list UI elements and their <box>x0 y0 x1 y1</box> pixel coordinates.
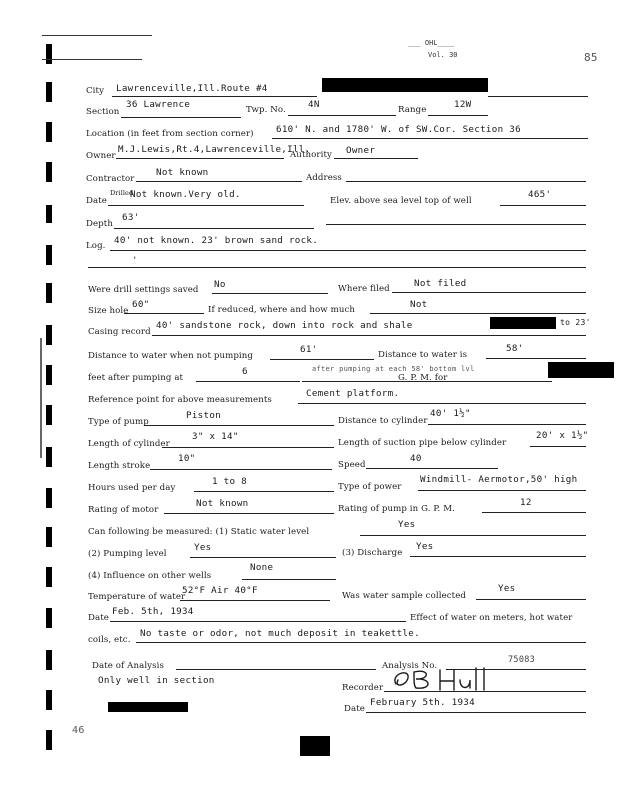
drill-settings-line <box>212 293 328 294</box>
depth-label: Depth <box>86 219 113 229</box>
city-label: City <box>86 86 105 96</box>
cyl-length-line <box>162 447 334 448</box>
date-recorded-line <box>366 712 586 713</box>
hours-value: 1 to 8 <box>212 476 247 487</box>
date-field-label: Date <box>88 613 109 623</box>
authority-line <box>334 158 418 159</box>
section-line <box>121 117 241 118</box>
elev-label: Elev. above sea level top of well <box>330 196 472 206</box>
twp-line <box>288 115 396 116</box>
casing-tail-value: to 23' <box>560 318 591 327</box>
feet-after-line <box>196 381 300 382</box>
log-value-line1: 40' not known. 23' brown sand rock. <box>114 235 319 246</box>
date-drilled-line <box>108 205 304 206</box>
hours-line <box>194 491 334 492</box>
contractor-label: Contractor <box>86 174 135 184</box>
suction-length-label: Length of suction pipe below cylinder <box>338 438 507 448</box>
twp-value: 4N <box>308 99 320 110</box>
size-hole-value: 60" <box>132 299 150 310</box>
dist-cylinder-line <box>428 424 586 425</box>
city-value: Lawrenceville,Ill.Route #4 <box>116 83 268 94</box>
suction-length-line <box>530 446 586 447</box>
scan-edge-mark <box>46 405 52 425</box>
stroke-value: 10" <box>178 453 196 464</box>
static-level-line <box>360 535 586 536</box>
stroke-line <box>150 469 332 470</box>
page-number: 46 <box>72 725 85 736</box>
casing-label: Casing record <box>88 327 151 337</box>
elev-value: 465' <box>528 189 552 200</box>
date-drilled-value: Not known.Very old. <box>130 189 241 200</box>
size-hole-line <box>124 313 204 314</box>
redaction-block <box>548 362 614 378</box>
scan-edge-mark <box>46 527 52 547</box>
scan-edge-mark <box>46 162 52 182</box>
top-rule <box>42 59 142 60</box>
ref-point-value: Cement platform. <box>306 388 400 399</box>
log-value-line2: ' <box>132 255 138 266</box>
suction-length-value: 20' x 1½" <box>536 430 589 441</box>
reduced-line <box>370 313 586 314</box>
static-level-value: Yes <box>398 519 416 530</box>
pump-type-label: Type of pump <box>88 417 149 427</box>
effect-meters-label: Effect of water on meters, hot water <box>410 613 573 623</box>
ref-point-label: Reference point for above measurements <box>88 395 272 405</box>
scan-edge-mark <box>46 325 52 345</box>
scan-edge-mark <box>46 283 52 303</box>
redaction-block <box>490 317 556 329</box>
cyl-length-label: Length of cylinder <box>88 439 170 449</box>
address-label: Address <box>306 173 342 183</box>
log-label: Log. <box>86 241 106 251</box>
influence-label: (4) Influence on other wells <box>88 571 212 581</box>
scan-edge-mark <box>46 730 52 750</box>
owner-line <box>116 158 284 159</box>
range-label: Range <box>398 105 427 115</box>
scan-edge-mark <box>46 82 52 102</box>
dist-not-pumping-value: 61' <box>300 344 318 355</box>
owner-label: Owner <box>86 151 116 161</box>
pump-rating-value: 12 <box>520 497 532 508</box>
dist-to-water-value: 58' <box>506 343 524 354</box>
page-mark: 85 <box>584 51 598 64</box>
city-line <box>112 96 317 97</box>
discharge-line <box>410 556 586 557</box>
discharge-label: (3) Discharge <box>342 548 403 558</box>
coils-value: No taste or odor, not much deposit in teakettle. <box>140 628 420 639</box>
contractor-value: Not known <box>156 167 209 178</box>
recorder-signature <box>388 664 498 694</box>
pumping-at-value: 6 <box>242 366 248 377</box>
recorder-label: Recorder <box>342 683 384 693</box>
range-value: 12W <box>454 99 472 110</box>
analysis-no-value: 75083 <box>508 655 536 665</box>
casing-value: 40' sandstone rock, down into rock and shale <box>156 320 413 331</box>
dist-cylinder-value: 40' 1½" <box>430 408 471 419</box>
pumping-level-label: (2) Pumping level <box>88 549 167 559</box>
motor-rating-label: Rating of motor <box>88 505 159 515</box>
hours-label: Hours used per day <box>88 483 176 493</box>
top-rule <box>42 35 152 36</box>
section-label: Section <box>86 107 120 117</box>
sample-collected-value: Yes <box>498 583 516 594</box>
redaction-block <box>322 78 488 92</box>
scan-edge-mark <box>46 365 52 385</box>
speed-label: Speed <box>338 460 366 470</box>
influence-value: None <box>250 562 274 573</box>
sample-collected-label: Was water sample collected <box>342 591 466 601</box>
scan-edge-mark <box>46 44 52 64</box>
pump-rating-line <box>482 512 586 513</box>
date-recorded-value: February 5th. 1934 <box>370 697 475 708</box>
date-field-value: Feb. 5th, 1934 <box>112 606 194 617</box>
gpm-for-label: G. P. M. for <box>398 373 448 383</box>
date-drilled-label: Date <box>86 196 107 206</box>
coils-line <box>136 642 586 643</box>
authority-value: Owner <box>346 145 376 156</box>
date-recorded-label: Date <box>344 704 365 714</box>
scan-edge-mark <box>46 608 52 628</box>
motor-rating-value: Not known <box>196 498 249 509</box>
ref-point-line <box>298 403 586 404</box>
dist-to-water-line <box>486 358 586 359</box>
scan-edge-mark <box>46 690 52 710</box>
date-drilled-overlabel: Drilled <box>110 189 134 197</box>
scan-edge-line <box>40 338 42 458</box>
scan-edge-mark <box>46 488 52 508</box>
location-line <box>272 138 588 139</box>
pump-type-value: Piston <box>186 410 221 421</box>
scan-edge-mark <box>46 205 52 223</box>
coils-label: coils, etc. <box>88 635 131 645</box>
feet-after-label: feet after pumping at <box>88 373 184 383</box>
dist-to-water-label: Distance to water is <box>378 350 468 360</box>
analysis-no-label: Analysis No. <box>382 661 438 671</box>
power-line <box>418 490 586 491</box>
date-analysis-line <box>176 669 376 670</box>
power-label: Type of power <box>338 482 402 492</box>
date-field-line <box>110 621 406 622</box>
can-measure-label: Can following be measured: (1) Static water level <box>88 527 310 537</box>
depth-value: 63' <box>122 212 140 223</box>
scan-edge-mark <box>46 245 52 265</box>
dist-cylinder-label: Distance to cylinder <box>338 416 428 426</box>
gpm-line <box>302 381 552 382</box>
location-label: Location (in feet from section corner) <box>86 129 254 139</box>
city-line-end <box>488 96 588 97</box>
where-filed-value: Not filed <box>414 278 467 289</box>
where-filed-line <box>392 292 586 293</box>
depth-line <box>114 228 314 229</box>
where-filed-label: Where filed <box>338 284 390 294</box>
speed-value: 40 <box>410 453 422 464</box>
pumping-level-value: Yes <box>194 542 212 553</box>
discharge-value: Yes <box>416 541 434 552</box>
header-stamp-sub: Vol. 30 <box>428 51 458 59</box>
blank-line <box>326 224 586 225</box>
log-line-2 <box>88 267 586 268</box>
log-line <box>110 250 586 251</box>
date-analysis-label: Date of Analysis <box>92 661 165 671</box>
elev-line <box>500 205 586 206</box>
scan-edge-mark <box>46 650 52 670</box>
temperature-line <box>180 600 330 601</box>
reduced-value: Not <box>410 299 428 310</box>
redaction-block <box>108 702 188 712</box>
contractor-line <box>136 181 302 182</box>
header-stamp: ___ OHL____ <box>408 39 455 47</box>
scan-edge-mark <box>46 447 52 467</box>
dist-not-pumping-line <box>270 359 374 360</box>
location-value: 610' N. and 1780' W. of SW.Cor. Section 36 <box>276 124 521 135</box>
size-hole-label: Size hole <box>88 306 129 316</box>
influence-line <box>242 579 336 580</box>
stroke-label: Length stroke <box>88 461 151 471</box>
temperature-label: Temperature of water <box>88 592 186 602</box>
casing-line <box>152 335 586 336</box>
scan-edge-mark <box>46 567 52 587</box>
redaction-block <box>300 736 330 756</box>
scan-edge-mark <box>46 122 52 142</box>
owner-value: M.J.Lewis,Rt.4,Lawrenceville,Ill. <box>118 144 311 155</box>
authority-label: Authority <box>290 150 332 160</box>
pumping-note: after pumping at each 58' bottom lvl <box>312 365 475 373</box>
pumping-level-line <box>190 557 336 558</box>
remark-value: Only well in section <box>98 675 215 686</box>
motor-rating-line <box>164 513 334 514</box>
sample-collected-line <box>476 599 586 600</box>
twp-label: Twp. No. <box>246 105 286 115</box>
pump-rating-label: Rating of pump in G. P. M. <box>338 504 455 514</box>
power-value: Windmill- Aermotor,50' high <box>420 474 578 485</box>
temperature-value: 52°F Air 40°F <box>182 585 258 596</box>
address-line <box>346 181 586 182</box>
range-line <box>428 115 488 116</box>
drill-settings-value: No <box>214 279 226 290</box>
reduced-label: If reduced, where and how much <box>208 305 356 315</box>
pump-type-line <box>144 425 334 426</box>
drill-settings-label: Were drill settings saved <box>88 285 199 295</box>
cyl-length-value: 3" x 14" <box>192 431 239 442</box>
dist-not-pumping-label: Distance to water when not pumping <box>88 351 254 361</box>
speed-line <box>366 468 498 469</box>
section-value: 36 Lawrence <box>126 99 191 110</box>
